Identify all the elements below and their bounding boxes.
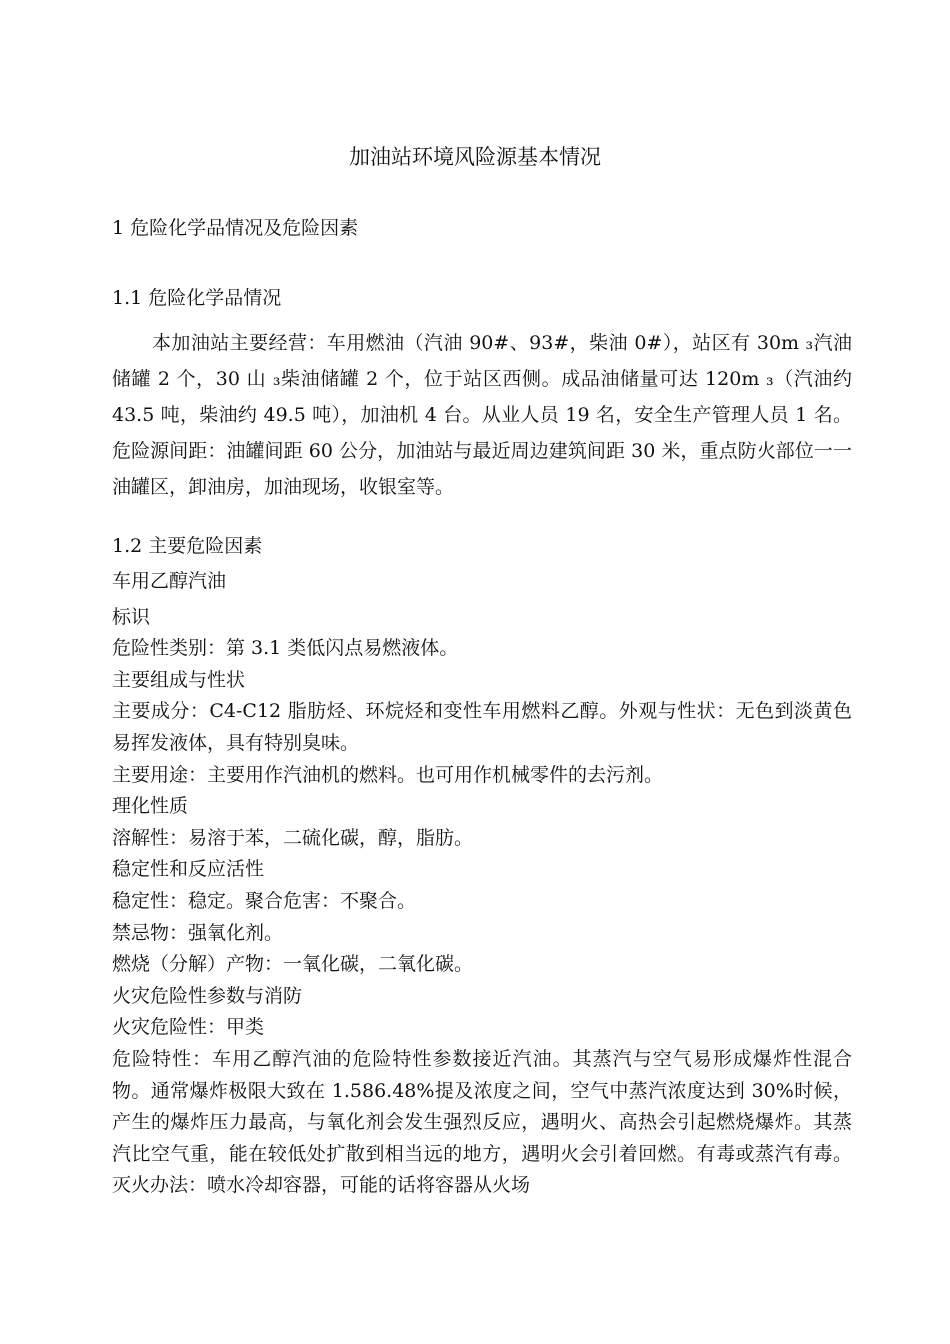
label-stability: 稳定性和反应活性 [112, 858, 265, 881]
hazard-characteristics: 危险特性：车用乙醇汽油的危险特性参数接近汽油。其蒸汽与空气易形成爆炸性混合物。通常爆炸极限大致在 1.586.48%提及浓度之间，空气中蒸汽浓度达到 30%时候，产生的爆炸压力最高，与氧化剂会发生强烈反应，遇明火、高热会引起燃烧爆炸。其蒸汽比空气重，能在较低处扩散到相当远的地方，遇明火会引着回燃。有毒或蒸汽有毒。灭火办法：喷水冷却容器，可能的话将容器从火场 [112, 1047, 852, 1197]
product-name: 车用乙醇汽油 [112, 570, 227, 592]
main-components: 主要成分：C4-C12 脂肪烃、环烷烃和变性车用燃料乙醇。外观与性状：无色到淡黄色易挥发液体，具有特别臭味。 [112, 700, 852, 754]
main-uses: 主要用途：主要用作汽油机的燃料。也可用作机械零件的去污剂。 [112, 763, 664, 786]
section-1-1-paragraph: 本加油站主要经营：车用燃油（汽油 90#、93#，柴油 0#），站区有 30m ₃汽油储罐 2 个，30 山 ₃柴油储罐 2 个，位于站区西侧。成品油储量可达 120m ₃（汽油约 43.5 吨，柴油约 49.5 吨），加油机 4 台。从业人员 19 名，安全生产管理人员 1 名。危险源间距：油罐间距 60 公分，加油站与最近周边建筑间距 30 米，重点防火部位一一油罐区，卸油房，加油现场，收银室等。 [112, 332, 852, 498]
fire-hazard-class: 火灾危险性：甲类 [112, 1016, 265, 1039]
combustion-products: 燃烧（分解）产物：一氧化碳，二氧化碳。 [112, 953, 474, 976]
section-1-1-heading: 1.1 危险化学品情况 [112, 287, 282, 309]
stability: 稳定性：稳定。聚合危害：不聚合。 [112, 889, 417, 912]
document-title: 加油站环境风险源基本情况 [349, 145, 601, 169]
hazard-class: 危险性类别：第 3.1 类低闪点易燃液体。 [112, 637, 459, 660]
section-1-heading: 1 危险化学品情况及危险因素 [112, 217, 359, 239]
hazard-details-block [112, 566, 852, 1202]
label-composition: 主要组成与性状 [112, 668, 246, 691]
section-1-2-heading: 1.2 主要危险因素 [112, 535, 263, 557]
solubility: 溶解性：易溶于苯，二硫化碳，醇，脂肪。 [112, 826, 474, 849]
label-physicochemical: 理化性质 [112, 795, 189, 818]
label-identification: 标识 [112, 605, 151, 628]
label-fire-hazard: 火灾危险性参数与消防 [112, 984, 303, 1007]
incompatible-materials: 禁忌物：强氧化剂。 [112, 921, 284, 944]
